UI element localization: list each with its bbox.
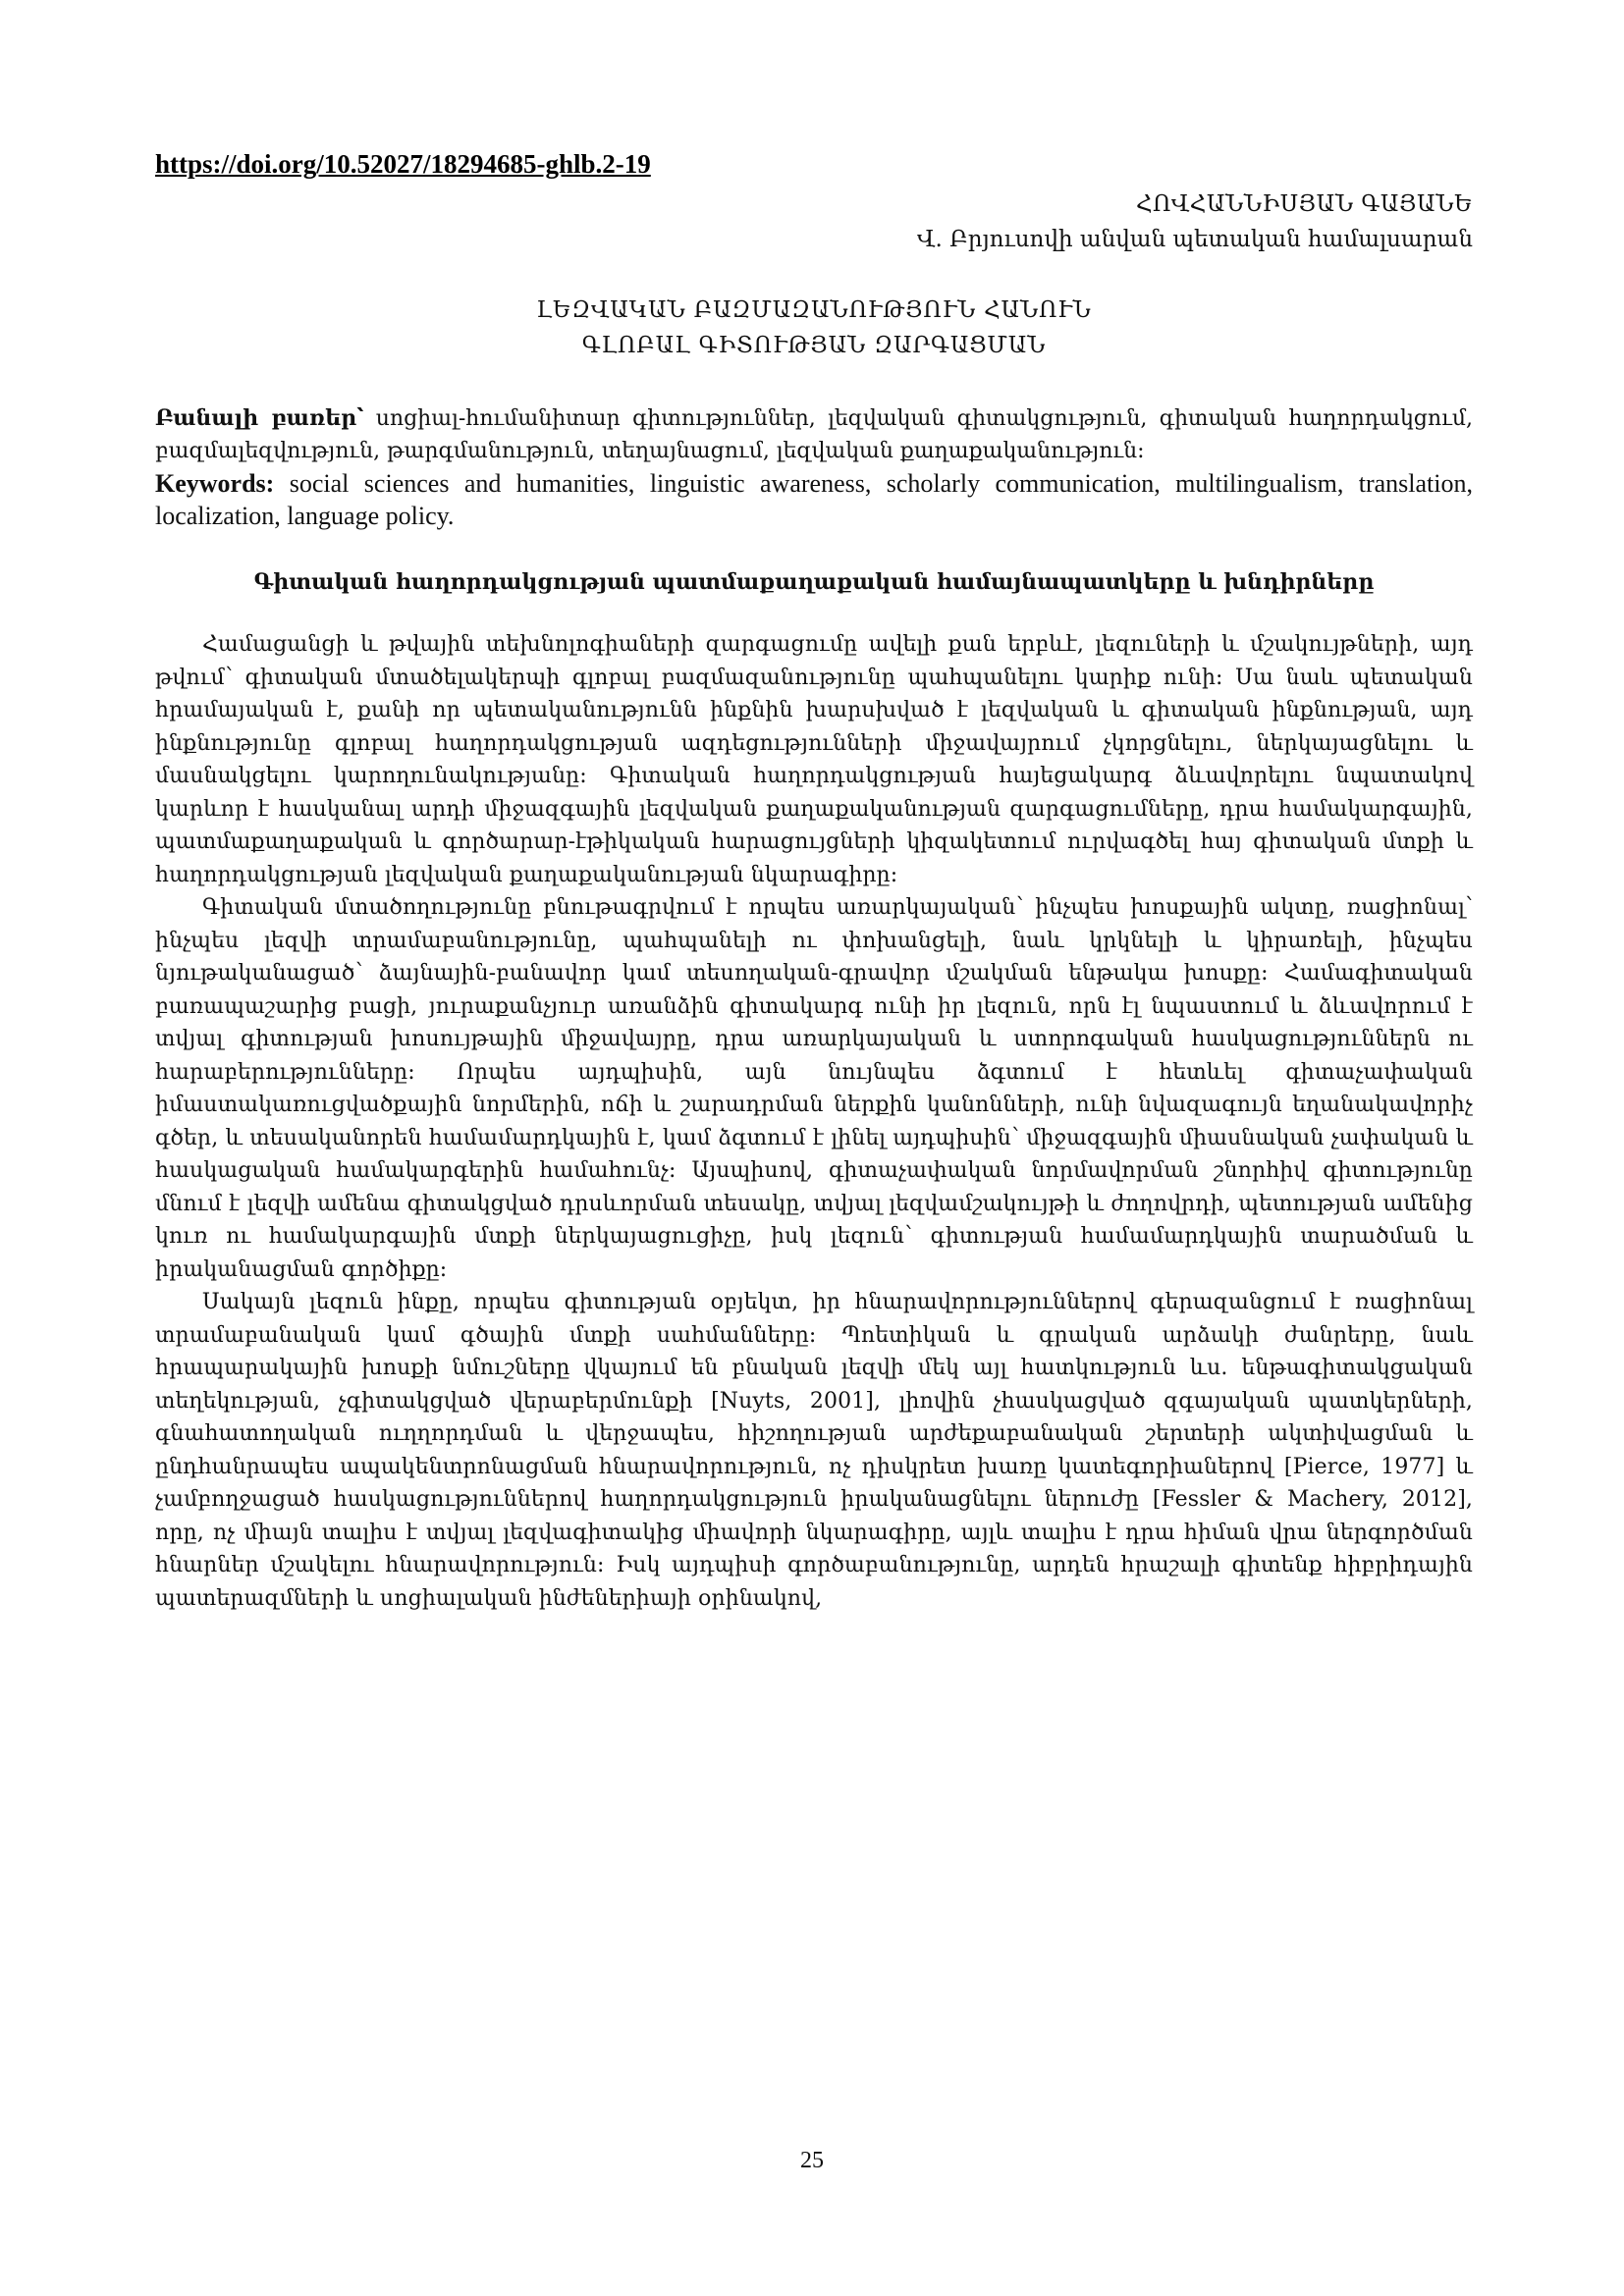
article-title bbox=[155, 293, 1473, 363]
page-number: 25 bbox=[800, 2148, 824, 2173]
body-paragraph-2: Գիտական մտածողությունը բնութագրվում է որպես առարկայական՝ ինչպես խոսքային ակտը, ռացիոնալ՝ ինչպես լեզվի տրամաբանությունը, պահպանելի ու փոխանցելի, նաև կրկնելի և կիրառելի, ինչպես նյութականացած՝ ձայնային-բանավոր կամ տեսողական-գրավոր մշակման ենթակա խոսքը։ Համագիտական բառապաշարից բացի, յուրաքանչյուր առանձին գիտակարգ ունի իր լեզուն, որն էլ նպաստում և ձևավորում է տվյալ գիտության խոսույթային միջավայրը, դրա առարկայական և ստորոգական հասկացություններն ու հարաբերությունները։ Որպես այդպիսին, այն նույնպես ձգտում է հետևել գիտաչափական իմաստակառուցվածքային նորմերին, ոճի և շարադրման ներքին կանոնների, ունի նվազագույն եղանակավորիչ գծեր, և տեսականորեն համամարդկային է, կամ ձգտում է լինել այդպիսին՝ միջազգային միասնական չափական և հասկացական համակարգերին համահունչ։ Այսպիսով, գիտաչափական նորմավորման շնորհիվ գիտությունը մնում է լեզվի ամենա գիտակցված դրսևորման տեսակը, տվյալ լեզվամշակույթի և ժողովրդի, պետության ամենից կուռ ու համակարգային մտքի ներկայացուցիչը, իսկ լեզուն՝ գիտության համամարդկային տարածման և իրականացման գործիքը։ bbox=[155, 895, 1473, 1282]
keywords-armenian-text: սոցիալ-հումանիտար գիտություններ, լեզվական գիտակցություն, գիտական հաղորդակցում, բազմալեզվություն, թարգմանություն, տեղայնացում, լեզվական քաղաքականություն։ bbox=[155, 406, 1473, 463]
keywords-english bbox=[155, 467, 1473, 532]
keywords-english-label: Keywords: bbox=[155, 469, 275, 498]
keywords-english-text: social sciences and humanities, linguistic awareness, scholarly communication, multilingualism, translation, localization, language policy. bbox=[155, 469, 1473, 530]
title-line-1: ԼԵԶՎԱԿԱՆ ԲԱԶՄԱԶԱՆՈՒԹՅՈՒՆ ՀԱՆՈՒՆ bbox=[536, 297, 1092, 323]
body-paragraph-1: Համացանցի և թվային տեխնոլոգիաների զարգացումը ավելի քան երբևէ, լեզուների և մշակույթների, այդ թվում՝ գիտական մտածելակերպի գլոբալ բազմազանությունը պահպանելու կարիք ունի։ Սա նաև պետական հրամայական է, քանի որ պետականությունն ինքնին խարսխված է լեզվական և գիտական ինքնության, այդ ինքնությունը գլոբալ հաղորդակցության ազդեցությունների միջավայրում չկորցնելու, ներկայացնելու և մասնակցելու կարողունակությանը։ Գիտական հաղորդակցության հայեցակարգ ձևավորելու նպատակով կարևոր է հասկանալ արդի միջազգային լեզվական քաղաքականության զարգացումները, դրա համակարգային, պատմաքաղաքական և գործարար-էթիկական հարացույցների կիզակետում ուրվագծել հայ գիտական մտքի և հաղորդակցության լեզվական քաղաքականության նկարագիրը։ bbox=[155, 632, 1473, 887]
keywords-armenian-label: Բանալի բառեր՝ bbox=[155, 405, 364, 431]
author-name: ՀՈՎՀԱՆՆԻՍՅԱՆ ԳԱՅԱՆԵ bbox=[1135, 191, 1473, 217]
author-affiliation: Վ. Բրյուսովի անվան պետական համալսարան bbox=[917, 227, 1473, 252]
keywords-armenian bbox=[155, 402, 1473, 467]
section-heading: Գիտական հաղորդակցության պատմաքաղաքական համայնապատկերը և խնդիրները bbox=[253, 569, 1375, 595]
page-content bbox=[155, 147, 1473, 1615]
author-block bbox=[155, 187, 1473, 257]
body-paragraph-3: Սակայն լեզուն ինքը, որպես գիտության օբյեկտ, իր հնարավորություններով գերազանցում է ռացիոնալ տրամաբանական կամ գծային մտքի սահմանները։ Պոետիկան և գրական արձակի ժանրերը, նաև հրապարակային խոսքի նմուշները վկայում են բնական լեզվի մեկ այլ հատկություն ևս. ենթագիտակցական տեղեկության, չգիտակցված վերաբերմունքի [Nuyts, 2001], լիովին չհասկացված զգայական պատկերների, գնահատողական ուղղորդման և վերջապես, հիշողության արժեքաբանական շերտերի ակտիվացման և ընդհանրապես ապակենտրոնացման հնարավորություն, ոչ դիսկրետ խառը կատեգորիաներով [Pierce, 1977] և չամբողջացած հասկացություններով հաղորդակցություն իրականացնելու ներուժը [Fessler & Machery, 2012], որը, ոչ միայն տալիս է տվյալ լեզվագիտակից միավորի նկարագիրը, այլև տալիս է դրա հիման վրա ներգործման հնարներ մշակելու հնարավորություն։ Իսկ այդպիսի գործաբանությունը, արդեն հրաշալի գիտենք հիբրիդային պատերազմների և սոցիալական ինժեներիայի օրինակով, bbox=[155, 1290, 1473, 1611]
title-line-2: ԳԼՈԲԱԼ ԳԻՏՈՒԹՅԱՆ ԶԱՐԳԱՑՄԱՆ bbox=[581, 333, 1047, 358]
doi-link[interactable]: https://doi.org/10.52027/18294685-ghlb.2-19 bbox=[155, 149, 651, 179]
